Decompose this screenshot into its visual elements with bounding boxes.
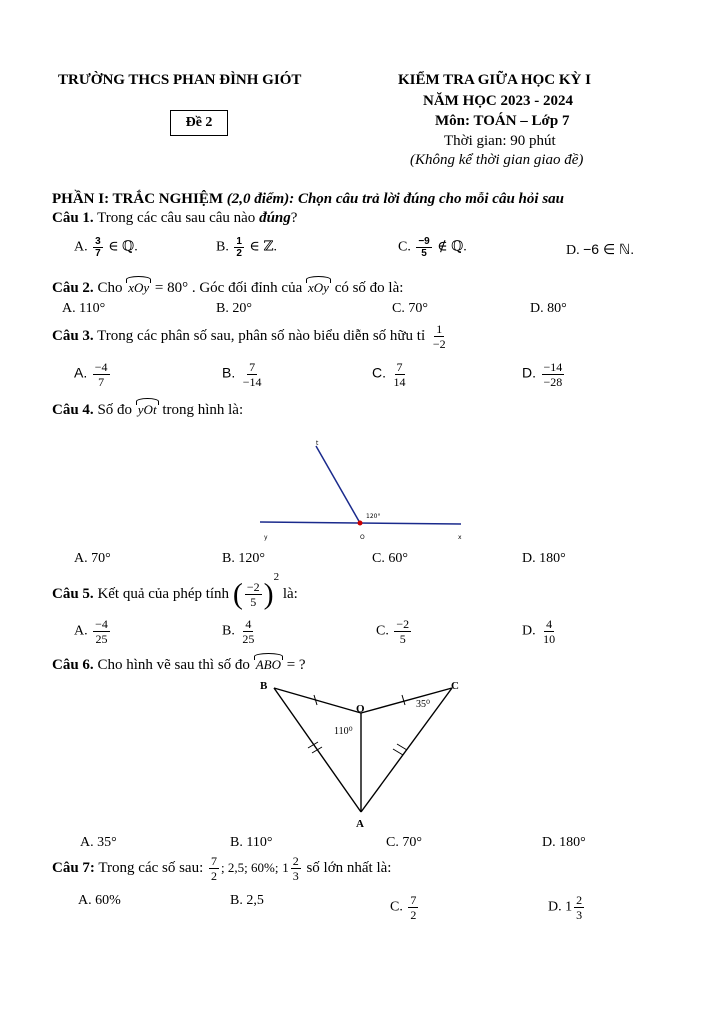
label-c: C xyxy=(451,680,459,692)
frac-num: −2 xyxy=(396,617,410,631)
q1-option-a[interactable] xyxy=(74,236,138,259)
frac-den: 2 xyxy=(211,869,218,883)
frac-num: 3 xyxy=(95,236,101,247)
question-1 xyxy=(52,210,297,227)
subject: Môn: TOÁN – Lớp 7 xyxy=(435,113,570,129)
option-letter: C. xyxy=(376,623,389,639)
option-letter: B. xyxy=(222,364,236,381)
tick-ca xyxy=(397,744,407,750)
question-4 xyxy=(52,402,243,419)
frac-num: 7 xyxy=(396,360,403,374)
frac-den: 25 xyxy=(242,632,255,646)
ray-ot xyxy=(316,446,360,523)
q5-post: là: xyxy=(282,586,298,602)
exam-note: (Không kể thời gian giao đề) xyxy=(410,152,584,168)
frac-num: 4 xyxy=(546,617,553,631)
q2-option-d[interactable]: D. 80° xyxy=(530,301,567,316)
frac-den: −2 xyxy=(432,337,446,351)
frac-num: 2 xyxy=(292,854,299,868)
frac-den: 7 xyxy=(95,248,101,259)
option-text: ∈ ℚ. xyxy=(108,239,138,255)
angle-abo: ABO xyxy=(255,657,281,672)
school-name: TRƯỜNG THCS PHAN ĐÌNH GIÓT xyxy=(58,72,302,88)
label-t: t xyxy=(316,440,319,447)
frac-num: −14 xyxy=(543,360,563,374)
q3-text: Trong các phân số sau, phân số nào biểu diễn số hữu tỉ xyxy=(97,327,426,344)
frac-den: 3 xyxy=(292,869,299,883)
q7-post: số lớn nhất là: xyxy=(306,859,392,876)
frac-num: 4 xyxy=(245,617,252,631)
q1-label: Câu 1. xyxy=(52,210,94,226)
question-2 xyxy=(52,280,403,297)
q3-option-b[interactable] xyxy=(222,360,266,389)
q1-option-c[interactable] xyxy=(398,236,467,259)
exam-code-box: Đề 2 xyxy=(170,110,228,136)
label-b: B xyxy=(260,680,268,692)
q5-pre: Kết quả của phép tính xyxy=(97,586,230,602)
frac-den: 10 xyxy=(543,632,556,646)
option-text: −6 ∈ ℕ. xyxy=(583,241,635,257)
option-letter: C. xyxy=(398,239,411,255)
q2-pre: Cho xyxy=(97,280,123,296)
option-letter: C. xyxy=(390,899,403,915)
angle-xoy: xOy xyxy=(128,280,150,295)
q6-pre: Cho hình vẽ sau thì số đo xyxy=(97,657,250,673)
exponent: 2 xyxy=(273,571,280,583)
frac-den: 5 xyxy=(421,248,427,259)
frac-den: 5 xyxy=(399,632,406,646)
segment-bo xyxy=(274,688,361,713)
q6-option-d[interactable]: D. 180° xyxy=(542,835,586,850)
q3-option-a[interactable] xyxy=(74,360,112,389)
q2-mid: = 80° . Góc đối đỉnh của xyxy=(154,280,303,296)
label-x: x xyxy=(458,534,462,541)
q3-option-c[interactable] xyxy=(372,360,410,389)
q6-label: Câu 6. xyxy=(52,657,94,673)
frac-den: −14 xyxy=(242,375,262,389)
q3-label: Câu 3. xyxy=(52,327,94,344)
label-y: y xyxy=(264,534,268,541)
q7-option-d[interactable] xyxy=(548,893,586,922)
q2-label: Câu 2. xyxy=(52,280,94,296)
q2-option-b[interactable]: B. 20° xyxy=(216,301,252,316)
question-3 xyxy=(52,322,450,351)
frac-den: 2 xyxy=(410,908,417,922)
angle-label: 120° xyxy=(366,513,381,520)
q1-end: ? xyxy=(290,210,298,226)
frac-num: −4 xyxy=(95,617,108,631)
exam-time: Thời gian: 90 phút xyxy=(444,133,556,149)
option-letter: B. xyxy=(216,239,229,255)
q4-option-d[interactable]: D. 180° xyxy=(522,551,566,566)
q1-emphasis: đúng xyxy=(259,210,291,226)
question-5 xyxy=(52,571,298,610)
frac-num: 1 xyxy=(236,236,242,247)
option-letter: C. xyxy=(372,364,386,381)
label-o: O xyxy=(360,534,365,541)
q5-option-d[interactable] xyxy=(522,617,559,646)
angle-yot: yOt xyxy=(137,402,157,417)
section-label: PHẦN I: TRẮC NGHIỆM xyxy=(52,191,223,207)
option-letter: D. xyxy=(522,623,536,639)
question-6 xyxy=(52,657,306,674)
point-o xyxy=(358,521,363,526)
q5-option-c[interactable] xyxy=(376,617,413,646)
frac-den: 2 xyxy=(236,248,242,259)
frac-num: 7 xyxy=(249,360,256,374)
q4-label: Câu 4. xyxy=(52,402,94,418)
q6-option-a[interactable]: A. 35° xyxy=(80,835,117,850)
segment-oc xyxy=(361,688,452,713)
q4-option-b[interactable]: B. 120° xyxy=(222,551,265,566)
q7-label: Câu 7: xyxy=(52,859,95,876)
school-year: NĂM HỌC 2023 - 2024 xyxy=(423,93,573,109)
q1-option-b[interactable] xyxy=(216,236,277,259)
option-letter: A. xyxy=(74,364,88,381)
q2-post: có số đo là: xyxy=(334,280,404,296)
mixed-whole: 1 xyxy=(565,899,573,915)
q4-option-c[interactable]: C. 60° xyxy=(372,551,408,566)
exam-title: KIỂM TRA GIỮA HỌC KỲ I xyxy=(398,72,591,88)
option-letter: A. xyxy=(74,239,88,255)
q5-option-a[interactable] xyxy=(74,617,112,646)
label-a: A xyxy=(356,818,364,830)
frac-den: 3 xyxy=(576,908,583,922)
q4-pre: Số đo xyxy=(97,402,133,418)
option-letter: A. xyxy=(74,623,88,639)
q4-option-a[interactable]: A. 70° xyxy=(74,551,111,566)
q1-text: Trong các câu sau câu nào xyxy=(97,210,256,226)
paren-open: ( xyxy=(232,577,243,611)
option-text: ∈ ℤ. xyxy=(249,239,277,255)
option-letter: D. xyxy=(548,899,562,915)
frac-den: 14 xyxy=(393,375,406,389)
frac-den: 7 xyxy=(98,375,105,389)
frac-num: 1 xyxy=(436,322,443,336)
angle-o-label: 110⁰ xyxy=(334,726,353,737)
tick-ca xyxy=(393,749,403,755)
frac-den: −28 xyxy=(543,375,563,389)
q5-option-b[interactable] xyxy=(222,617,258,646)
q3-option-d[interactable] xyxy=(522,360,566,389)
frac-den: 5 xyxy=(250,595,257,610)
frac-num: −9 xyxy=(418,236,430,247)
tick-oc xyxy=(402,695,405,705)
q1-option-d[interactable] xyxy=(566,241,634,259)
q7-option-a[interactable]: A. 60% xyxy=(78,893,121,908)
frac-num: −4 xyxy=(94,360,108,374)
q5-label: Câu 5. xyxy=(52,586,94,602)
frac-num: 2 xyxy=(576,893,583,907)
q7-pre: Trong các số sau: xyxy=(98,859,204,876)
q6-option-b[interactable]: B. 110° xyxy=(230,835,273,850)
q2-option-a[interactable]: A. 110° xyxy=(62,301,106,316)
q6-post: = ? xyxy=(286,657,306,673)
tick-ba xyxy=(312,747,322,753)
section-title xyxy=(52,191,564,208)
option-letter: B. xyxy=(222,623,235,639)
q6-option-c[interactable]: C. 70° xyxy=(386,835,422,850)
angle-c-label: 35⁰ xyxy=(416,699,431,710)
question-7 xyxy=(52,854,391,883)
angle-figure xyxy=(250,432,470,547)
frac-num: −2 xyxy=(246,580,260,595)
q7-option-b[interactable]: B. 2,5 xyxy=(230,893,264,908)
q7-option-c[interactable] xyxy=(390,893,420,922)
q2-option-c[interactable]: C. 70° xyxy=(392,301,428,316)
option-letter: D. xyxy=(522,364,536,381)
option-text: ∉ ℚ. xyxy=(437,239,467,255)
frac-num: 7 xyxy=(410,893,417,907)
q4-post: trong hình là: xyxy=(162,402,244,418)
q7-list: ; 2,5; 60%; xyxy=(221,859,279,875)
option-letter: D. xyxy=(566,243,580,258)
label-o: O xyxy=(356,703,365,715)
frac-den: 25 xyxy=(95,632,108,646)
triangle-figure xyxy=(250,676,470,836)
section-instruction: (2,0 điểm): Chọn câu trả lời đúng cho mỗi câu hỏi sau xyxy=(226,191,564,207)
paren-close: ) xyxy=(263,577,274,611)
mixed-whole: 1 xyxy=(282,859,289,875)
angle-xoy: xOy xyxy=(308,280,329,295)
frac-num: 7 xyxy=(211,854,218,868)
